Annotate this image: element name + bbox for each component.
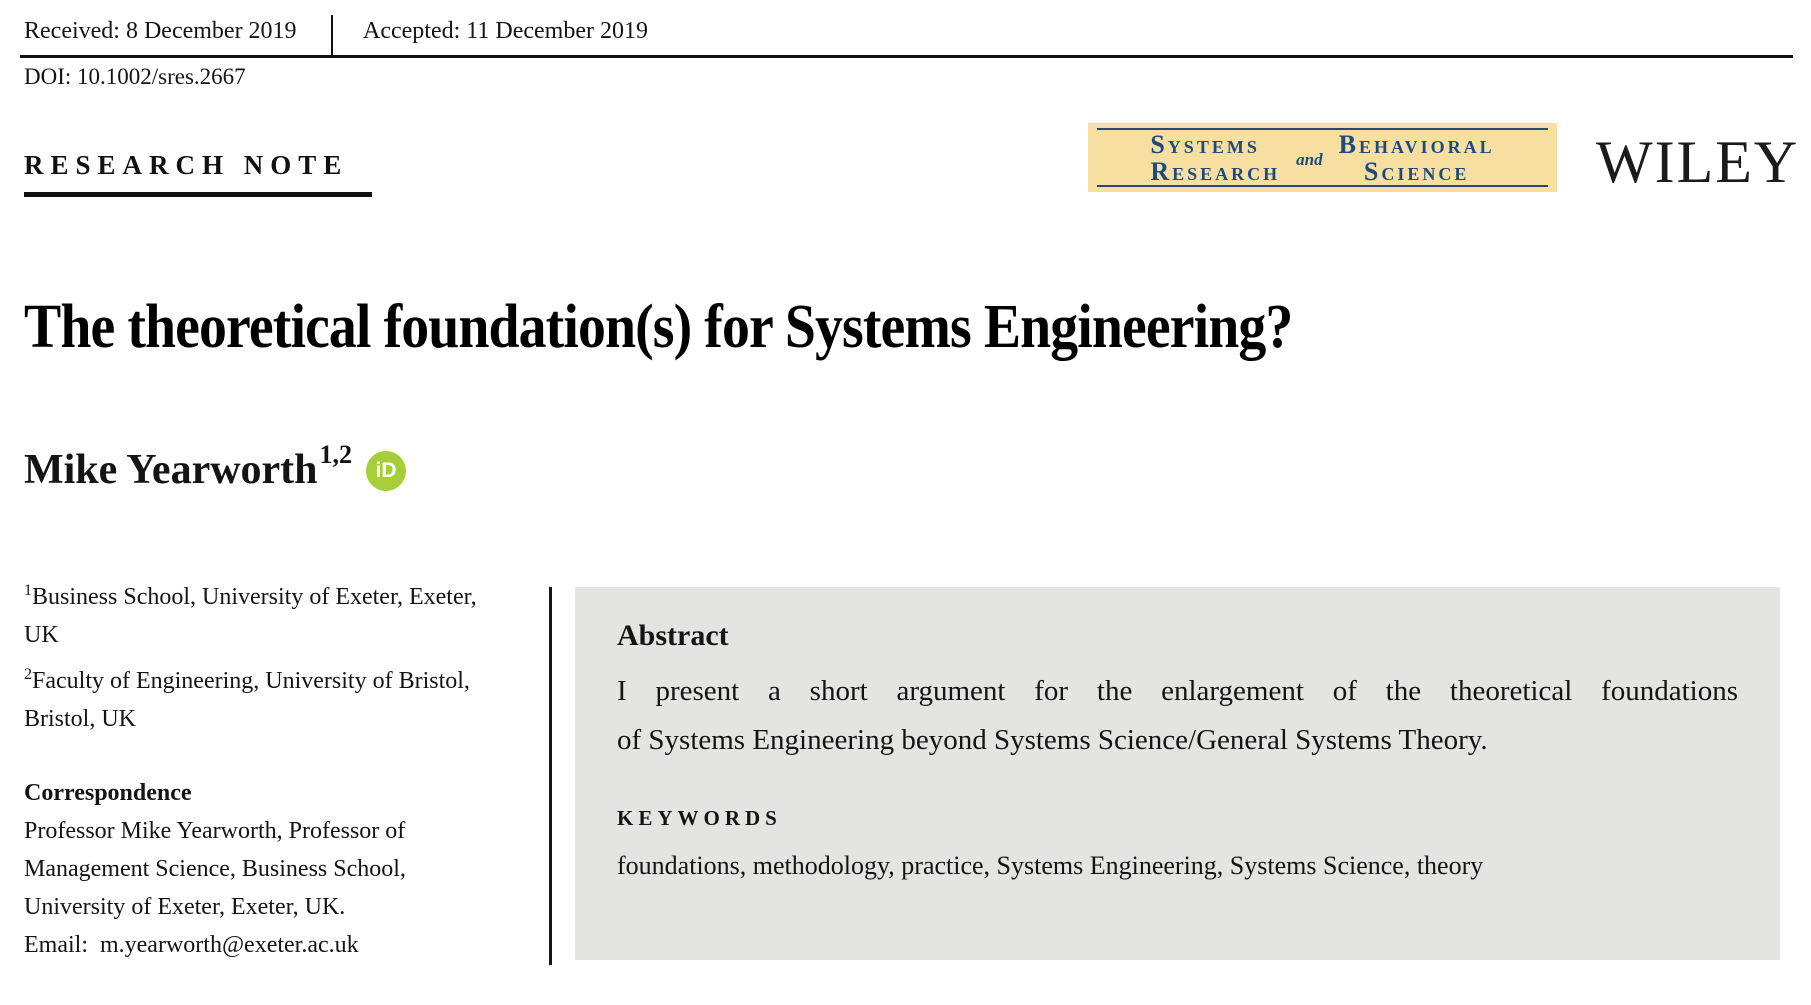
affiliation-item-2 xyxy=(24,662,496,738)
affiliation-marker-2: 2 xyxy=(24,666,32,683)
abstract-text xyxy=(617,667,1738,765)
journal-logo-word-systems: Systems xyxy=(1150,129,1260,159)
date-separator xyxy=(331,15,333,56)
doi-text: DOI: 10.1002/sres.2667 xyxy=(24,64,246,89)
journal-logo-conjunction: and xyxy=(1296,149,1323,169)
correspondence-body: Professor Mike Yearworth, Professor of Management Science, Business School, University of Exeter, Exeter, UK. xyxy=(24,818,406,920)
affiliation-marker-1: 1 xyxy=(24,582,32,599)
article-type-underline xyxy=(24,192,372,197)
author-name: Mike Yearworth xyxy=(24,447,318,493)
affiliation-item-1 xyxy=(24,578,496,654)
left-column xyxy=(24,578,496,964)
affiliation-text-2: Faculty of Engineering, University of Bristol, Bristol, UK xyxy=(24,668,470,732)
abstract-text-line-2: of Systems Engineering beyond Systems Science/General Systems Theory. xyxy=(617,724,1488,756)
journal-logo-word-behavioral: Behavioral xyxy=(1338,129,1495,159)
journal-logo-word-research: Research xyxy=(1150,156,1281,186)
abstract-heading: Abstract xyxy=(617,619,729,652)
column-divider xyxy=(549,587,552,965)
header-rule xyxy=(20,55,1793,58)
correspondence-heading: Correspondence xyxy=(24,780,192,806)
keywords-list: foundations, methodology, practice, Systems Engineering, Systems Science, theory xyxy=(617,851,1484,880)
correspondence-block xyxy=(24,774,496,964)
author-affiliation-refs: 1,2 xyxy=(319,440,353,469)
accepted-date: Accepted: 11 December 2019 xyxy=(363,18,648,44)
article-title: The theoretical foundation(s) for Systems Engineering? xyxy=(24,293,1293,361)
article-type xyxy=(24,150,372,197)
email-line xyxy=(24,926,496,964)
journal-logo xyxy=(1088,123,1557,192)
abstract-box xyxy=(575,587,1780,960)
article-type-label: RESEARCH NOTE xyxy=(24,150,349,180)
email-label: Email: xyxy=(24,932,88,958)
received-date: Received: 8 December 2019 xyxy=(24,18,297,44)
author-row xyxy=(24,440,406,494)
journal-logo-word-science: Science xyxy=(1363,156,1470,186)
journal-logo-right-words xyxy=(1339,131,1495,185)
email-address[interactable]: m.yearworth@exeter.ac.uk xyxy=(99,932,359,958)
affiliation-text-1: Business School, University of Exeter, Exeter, UK xyxy=(24,584,477,648)
journal-logo-left-words xyxy=(1150,131,1280,185)
orcid-id-icon[interactable]: iD xyxy=(366,451,406,491)
abstract-text-line-1: I present a short argument for the enlargement of the theoretical foundations xyxy=(617,675,1738,707)
wiley-logo: WILEY xyxy=(1596,129,1800,195)
keywords-heading: KEYWORDS xyxy=(617,806,782,830)
